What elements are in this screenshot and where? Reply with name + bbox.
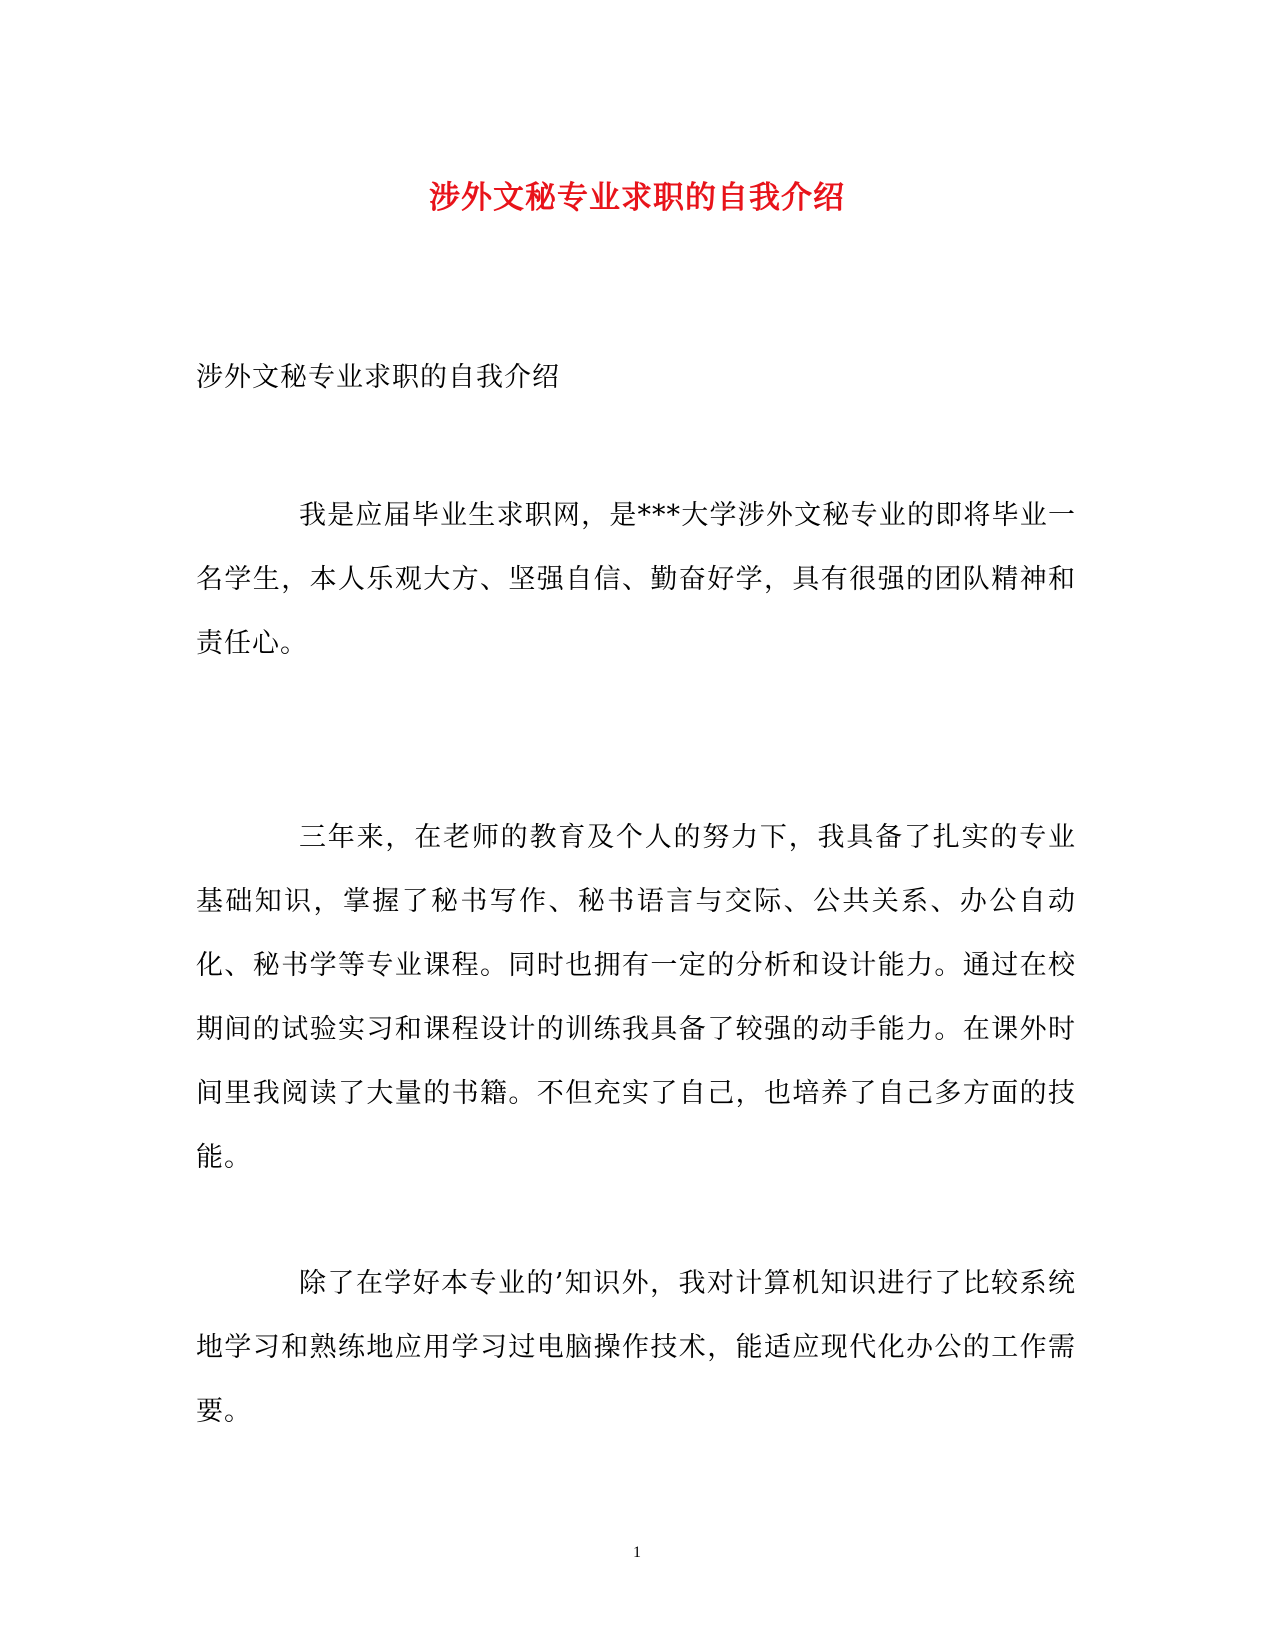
document-subtitle: 涉外文秘专业求职的自我介绍 [196, 362, 560, 393]
page-number: 1 [633, 1544, 641, 1561]
paragraph-1: 我是应届毕业生求职网，是***大学涉外文秘专业的即将毕业一名学生，本人乐观大方、坚强自信、勤奋好学，具有很强的团队精神和责任心。 [196, 500, 1076, 659]
paragraph-3: 除了在学好本专业的’知识外，我对计算机知识进行了比较系统地学习和熟练地应用学习过电脑操作技术，能适应现代化办公的工作需要。 [196, 1268, 1076, 1427]
document-title: 涉外文秘专业求职的自我介绍 [429, 180, 845, 216]
paragraph-2: 三年来，在老师的教育及个人的努力下，我具备了扎实的专业基础知识，掌握了秘书写作、秘书语言与交际、公共关系、办公自动化、秘书学等专业课程。同时也拥有一定的分析和设计能力。通过在校期间的试验实习和课程设计的训练我具备了较强的动手能力。在课外时间里我阅读了大量的书籍。不但充实了自己，也培养了自己多方面的技能。 [196, 822, 1076, 1173]
